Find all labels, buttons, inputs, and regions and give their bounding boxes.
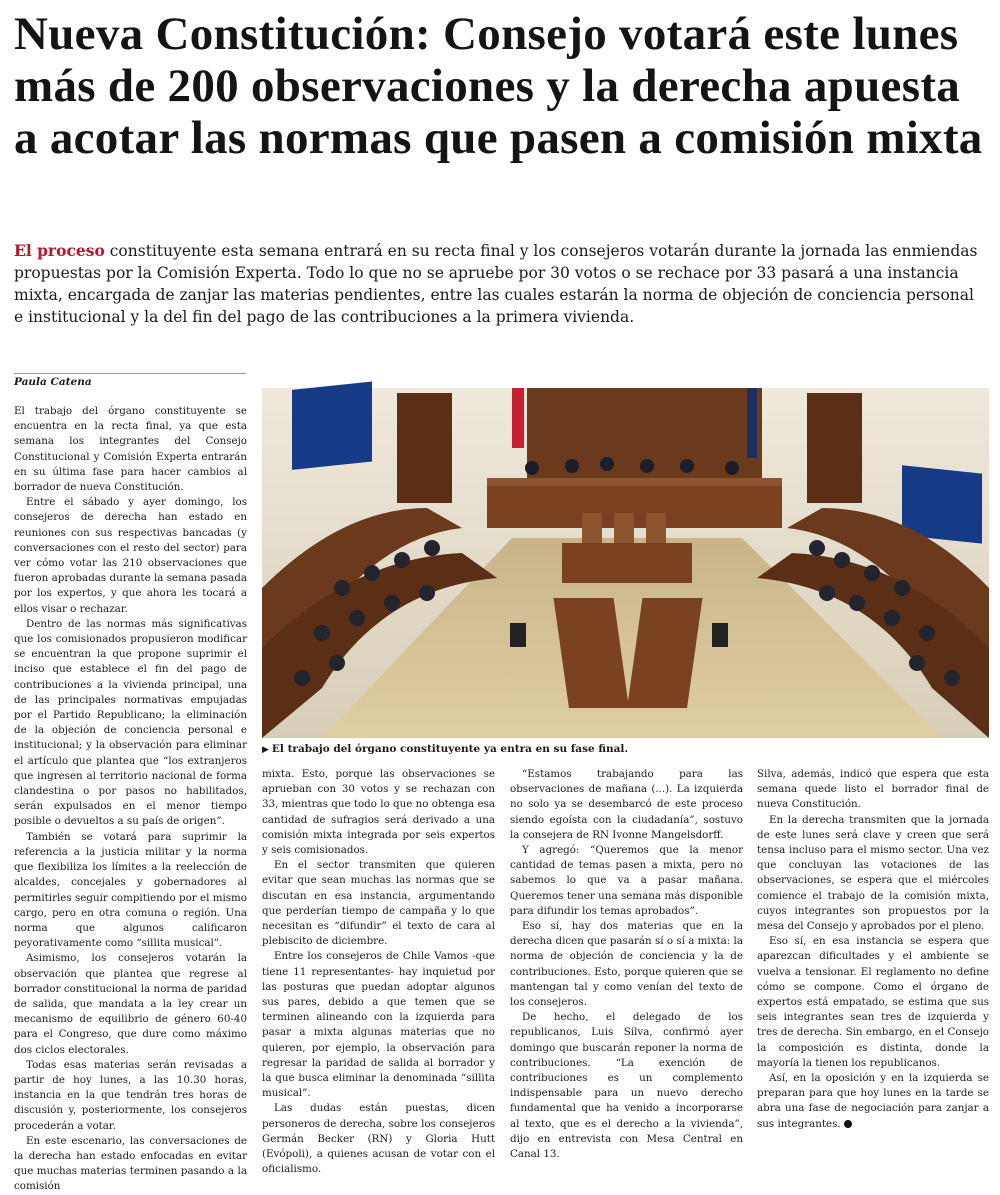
paragraph: El trabajo del órgano constituyente se encuentra en la recta final, ya que esta semana los integrantes del Consejo Constitucional y Comisión Experta entrarán en su última fase para hacer cambios al borrador de nueva Constitución. bbox=[14, 405, 247, 494]
paragraph: De hecho, el delegado de los republicanos, Luis Silva, confirmó ayer domingo que buscarán reponer la norma de contribuciones. “La exención de contribuciones es un complemento indispensable para un nuevo derecho fundamental que ha venido a incorporarse al texto, que es el derecho a la vivienda”, dijo en entrevista con Mesa Central en Canal 13. bbox=[510, 1011, 743, 1161]
photo-caption bbox=[262, 743, 989, 755]
paragraph: Eso sí, hay dos materias que en la derecha dicen que pasarán sí o sí a mixta: la norma de objeción de conciencia y la de contribuciones. Esto, porque quieren que se mantengan tal y como venían del texto de los consejeros. bbox=[510, 920, 743, 1009]
paragraph: También se votará para suprimir la referencia a la justicia militar y la norma que flexibiliza los límites a la reelección de alcaldes, concejales y gobernadores al permitirles seguir compitiendo por el mismo cargo, pero en otra comuna o región. Una norma que algunos calificaron peyorativamente como “sillita musical”. bbox=[14, 830, 247, 950]
lead-text: constituyente esta semana entrará en su recta final y los consejeros votarán durante la jornada las enmiendas propuestas por la Comisión Experta. Todo lo que no se apruebe por 30 votos o se rechace por 33 pasará a una instancia mixta, encargada de zanjar las materias pendientes, entre las cuales estarán la norma de objeción de conciencia personal e institucional y la del fin del pago de las contribuciones a la primera vivienda. bbox=[14, 242, 978, 326]
headline: Nueva Constitución: Consejo votará este lunes más de 200 observaciones y la derecha apuesta a acotar las normas que pasen a comisión mixta bbox=[14, 8, 983, 164]
lead-kicker: El proceso bbox=[14, 241, 105, 260]
byline: Paula Catena bbox=[14, 376, 92, 388]
paragraph: “Estamos trabajando para las observaciones de mañana (...). La izquierda no solo ya se desembarcó de este proceso siendo egoísta con la ciudadanía”, sostuvo la consejera de RN Ivonne Mangelsdorff. bbox=[510, 768, 743, 841]
chamber-photo bbox=[262, 388, 989, 738]
paragraph: En la derecha transmiten que la jornada de este lunes será clave y creen que será tensa incluso para el mismo sector. Una vez que concluyan las votaciones de las observaciones, se espera que el miércoles comience el trabajo de la comisión mixta, cuyos integrantes son propuestos por la mesa del Consejo y aprobados por el pleno. bbox=[757, 813, 989, 933]
final-paragraph-text: Así, en la oposición y en la izquierda se preparan para que hoy lunes en la tarde se abra una fase de negociación para zanjar a sus integrantes. bbox=[757, 1072, 989, 1130]
paragraph: Las dudas están puestas, dicen personeros de derecha, sobre los consejeros Germán Becker (RN) y Gloria Hutt (Evópoli), a quienes acusan de votar con el oficialismo. bbox=[262, 1102, 495, 1176]
article-column-3 bbox=[510, 767, 743, 1161]
paragraph: Dentro de las normas más significativas que los comisionados propusieron modificar se encuentran la que propone suprimir el inciso que establece el fin del pago de contribuciones a la vivienda principal, una de las principales normativas empujadas por el Partido Republicano; la eliminación de la objeción de conciencia personal e institucional; y la observación para eliminar el artículo que plantea que “los extranjeros que ingresen al territorio nacional de forma clandestina o por pasos no habilitados, serán expulsados en el menor tiempo posible o devueltos a su país de origen”. bbox=[14, 617, 247, 828]
caption-arrow-icon: ▶ bbox=[262, 745, 269, 755]
article-column-4 bbox=[757, 767, 989, 1145]
paragraph: Silva, además, indicó que espera que esta semana quede listo el borrador final de nueva Constitución. bbox=[757, 768, 989, 811]
paragraph: mixta. Esto, porque las observaciones se aprueban con 30 votos y se rechazan con 33, mientras que todo lo que no obtenga esa cantidad de sufragios será derivado a una comisión mixta integrada por seis expertos y seis comisionados. bbox=[262, 768, 495, 857]
paragraph: Todas esas materias serán revisadas a partir de hoy lunes, a las 10.30 horas, instancia en la que tendrán tres horas de discusión y, posteriormente, los consejeros procederán a votar. bbox=[14, 1058, 247, 1132]
paragraph: Asimismo, los consejeros votarán la observación que plantea que regrese al borrador constitucional la norma de paridad de salida, que mandata a la ley crear un mecanismo de equilibrio de género 60-40 para el Congreso, que dure como máximo dos ciclos electorales. bbox=[14, 952, 247, 1056]
article-column-1 bbox=[14, 404, 247, 1193]
lead-paragraph bbox=[14, 240, 984, 328]
paragraph: En este escenario, las conversaciones de la derecha han estado enfocadas en evitar que muchas materias terminen pasando a la comisión bbox=[14, 1134, 247, 1193]
byline-divider bbox=[14, 373, 246, 374]
paragraph: Entre el sábado y ayer domingo, los consejeros de derecha han estado en reuniones con sus respectivas bancadas (y conversaciones con el resto del sector) para ver cómo votar las 210 observaciones que fueron aprobadas durante la semana pasada por los expertos, y que ahora les tocará a ellos visar o rechazar. bbox=[14, 496, 247, 615]
article-column-2 bbox=[262, 767, 495, 1176]
end-mark-icon bbox=[844, 1120, 852, 1128]
paragraph: Y agregó: “Queremos que la menor cantidad de temas pasen a mixta, pero no sabemos lo que va a pasar mañana. Queremos tener una semana más disponible para difundir los temas aprobados”. bbox=[510, 844, 743, 917]
paragraph: Eso sí, en esa instancia se espera que aparezcan dificultades y el ambiente se vuelva a tensionar. El reglamento no define cómo se compone. Como el órgano de expertos está empatado, se estima que sus seis integrantes sean tres de izquierda y tres de derecha. Sin embargo, en el Consejo la composición es distinta, donde la mayoría la tienen los republicanos. bbox=[757, 935, 989, 1069]
paragraph: Entre los consejeros de Chile Vamos -que tiene 11 representantes- hay inquietud por las posturas que puedan adoptar algunos sus pares, debido a que temen que se terminen alineando con la izquierda para pasar a mixta algunas materias que no quieren, por ejemplo, la observación para regresar la paridad de salida al borrador y la que busca eliminar la denominada “sillita musical”. bbox=[262, 950, 495, 1100]
caption-text: El trabajo del órgano constituyente ya entra en su fase final. bbox=[271, 743, 629, 755]
paragraph: En el sector transmiten que quieren evitar que sean muchas las normas que se discutan en esa instancia, argumentando que perderían tiempo de campaña y lo que necesitan es “difundir” el texto de cara al plebiscito de diciembre. bbox=[262, 859, 495, 948]
paragraph bbox=[757, 1071, 989, 1132]
